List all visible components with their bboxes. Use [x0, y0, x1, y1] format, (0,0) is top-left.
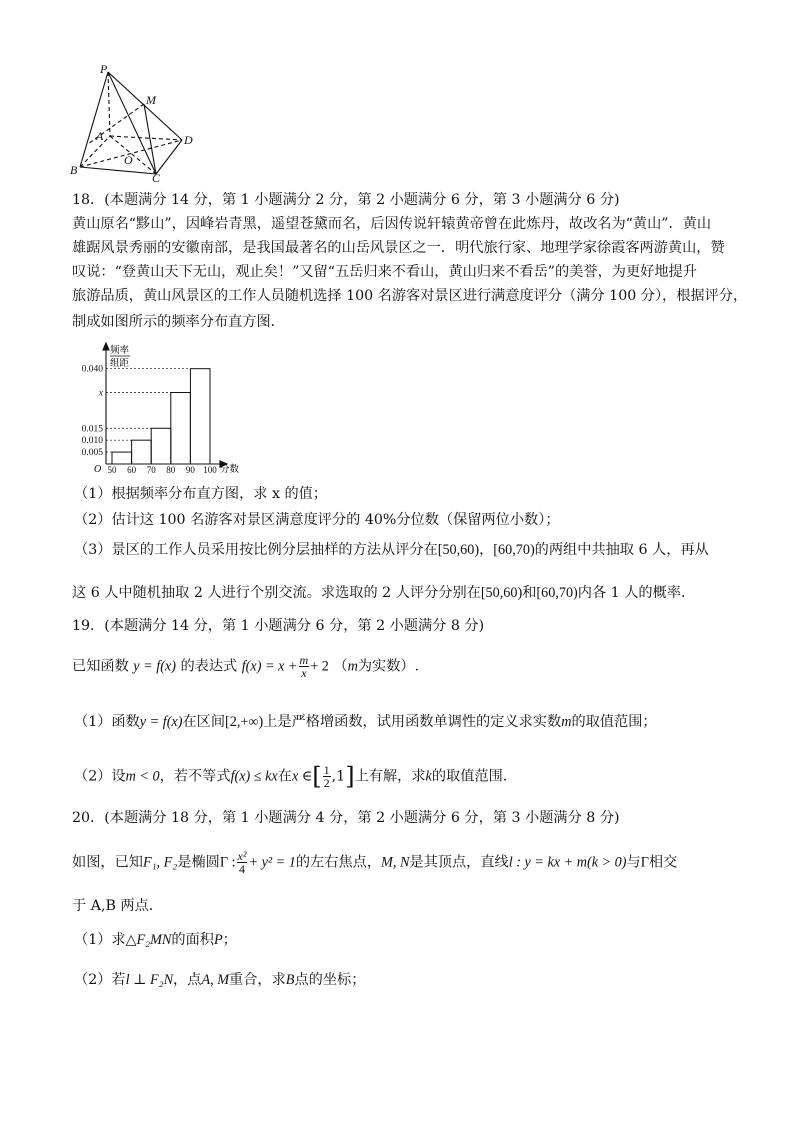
- vertices-mn: M, N: [381, 854, 410, 871]
- fraction-denominator: x: [301, 666, 307, 680]
- ellipse-gamma-2: Γ: [640, 854, 649, 871]
- q20-p2-text-a: （2）若: [74, 972, 126, 988]
- q19-text-a: 已知函数: [72, 658, 129, 675]
- half-numerator: 1: [323, 763, 330, 777]
- points-am: A, M: [201, 972, 230, 988]
- q18-part-3-line2-mid: 和: [522, 585, 537, 601]
- function-expression-tail: + 2: [310, 658, 329, 675]
- q19-p1-text-d: 的取值范围；: [571, 714, 657, 730]
- origin-label: O: [94, 464, 102, 475]
- ellipse-gamma: Γ :: [219, 854, 236, 871]
- q19-p2-text-e: 的取值范围.: [431, 768, 508, 785]
- q19-part-2: [74, 764, 507, 789]
- inequality: f(x) ≤ kx: [230, 768, 278, 785]
- q19-p2-text-b: ，若不等式: [159, 768, 231, 785]
- q20-part-1: [74, 930, 237, 950]
- x-tick-label: 100: [203, 465, 217, 475]
- line-l-equation: l : y = kx + m(k > 0): [508, 854, 627, 871]
- q20-text-f: 相交: [648, 854, 678, 871]
- q18-part-3-line-1: [74, 540, 709, 560]
- frequency-histogram: [70, 340, 250, 475]
- q19-line-1: [72, 654, 419, 679]
- q20-p1-text-a: （1）求: [74, 932, 126, 948]
- q18-intro-line-3: 叹说：“登黄山天下无山，观止矣！”又留“五岳归来不看山，黄山归来不看岳”的美誉，为更好地提升: [72, 264, 697, 280]
- interval-50-60: [50,60): [437, 542, 480, 558]
- q18-part-1: （1）根据频率分布直方图，求 x 的值；: [74, 486, 328, 502]
- x-axis-label: 分数: [220, 465, 240, 475]
- q20-p2-text-c: 重合，求: [229, 972, 286, 988]
- q18-intro-line-4: 旅游品质，黄山风景区的工作人员随机选择 100 名游客对景区进行满意度评分（满分 100 分），根据评分，: [72, 288, 748, 304]
- interval-2-inf: [2,+∞): [225, 714, 264, 730]
- label-D: D: [184, 133, 193, 147]
- q18-part-3-sep: ，: [479, 542, 494, 558]
- q19-p2-text-d: 上有解，求: [354, 768, 426, 785]
- histogram-bar: [132, 440, 152, 464]
- q20-text-d: 是其顶点，直线: [409, 854, 509, 871]
- q18-part-3-text-b: 的两组中共抽取 6 人，再从: [534, 542, 709, 558]
- foci: F₁, F₂: [142, 854, 178, 871]
- q20-p1-text-c: ；: [222, 932, 237, 948]
- x-tick-label: 80: [166, 465, 176, 475]
- q18-header: 18．(本题满分 14 分，第 1 小题满分 2 分，第 2 小题满分 6 分，第 3 小题满分 6 分): [72, 192, 620, 208]
- function-expression: f(x) = x +: [241, 658, 298, 675]
- q18-part-3-line2-b: 内各 1 人的概率．: [577, 585, 696, 601]
- q19-text-b: 的表达式: [180, 658, 238, 675]
- q18-part-2: （2）估计这 100 名游客对景区满意度评分的 40%分位数（保留两位小数）；: [74, 512, 560, 528]
- bracket-left: [: [312, 762, 322, 791]
- q18-intro-line-2: 雄踞风景秀丽的安徽南部，是我国最著名的山岳风景区之一．明代旅行家、地理学家徐霞客两游黄山，赞: [72, 240, 725, 256]
- fraction-x2-over-4: [237, 850, 248, 875]
- label-M: M: [146, 93, 156, 107]
- x-tick-label: 50: [107, 465, 117, 475]
- q18-part-3-line2-a: 这 6 人中随机抽取 2 人进行个别交流。求选取的 2 人评分分别在: [72, 585, 481, 601]
- q19-p2-text-a: （2）设: [74, 768, 126, 785]
- interval-60-70-b: [60,70): [536, 585, 578, 601]
- triangle-f2mn: △F₂MN: [125, 932, 172, 948]
- y-tick-label: x: [98, 388, 103, 399]
- y-tick-label: 0.040: [81, 364, 103, 375]
- q19-part-1: [74, 712, 657, 732]
- interval-50-60-b: [50,60): [480, 585, 523, 601]
- q19-p1-text-a: （1）函数: [74, 714, 140, 730]
- var-p: P: [213, 932, 223, 948]
- q18-part-3-line-2: [72, 583, 695, 603]
- q20-part-2: [74, 970, 365, 990]
- y-axis-label-numerator: 频率: [110, 346, 130, 356]
- y-tick-label: 0.015: [81, 424, 103, 435]
- q18-part-3-text-a: （3）景区的工作人员采用按比例分层抽样的方法从评分在: [74, 542, 438, 558]
- label-A: A: [96, 129, 104, 143]
- q19-header: 19．(本题满分 14 分，第 1 小题满分 6 分，第 2 小题满分 8 分): [72, 618, 485, 634]
- q19-p1-text-b: 在区间: [182, 714, 226, 730]
- y-tick-label: 0.005: [81, 448, 103, 459]
- x-tick-label: 70: [146, 465, 156, 475]
- histogram-bar: [112, 452, 132, 464]
- q18-intro-line-5: 制成如图所示的频率分布直方图．: [72, 314, 285, 330]
- interval-60-70: [60,70): [493, 542, 535, 558]
- fraction-one-half: [323, 764, 331, 789]
- pyramid-figure: [68, 62, 208, 182]
- y-tick-label: 0.010: [81, 436, 103, 447]
- q19-text-d: 为实数）.: [357, 658, 420, 675]
- q20-p2-text-d: 点的坐标；: [294, 972, 366, 988]
- q20-text-c: 的左右焦点，: [295, 854, 382, 871]
- q20-line-1: [72, 850, 677, 875]
- label-O: O: [124, 153, 133, 167]
- x-tick-label: 60: [127, 465, 137, 475]
- q20-text-b: 是椭圆: [177, 854, 220, 871]
- q18-intro-line-1: 黄山原名“黟山”，因峰岩青黑，遥望苍黛而名，后因传说轩辕黄帝曾在此炼丹，故改名为“黄山”．黄山: [72, 216, 712, 232]
- label-C: C: [152, 171, 161, 182]
- point-b: B: [285, 972, 295, 988]
- q20-text-e: 与: [626, 854, 641, 871]
- var-k: k: [425, 768, 432, 785]
- var-m: m: [347, 658, 358, 675]
- fraction-m-over-x: [299, 654, 310, 679]
- q19-text-c: （: [333, 658, 348, 675]
- label-B: B: [70, 163, 78, 177]
- q19-p1-function: y = f(x): [139, 714, 183, 730]
- q20-line-2: 于 A,B 两点．: [72, 898, 163, 914]
- bracket-right: ]: [345, 762, 355, 791]
- histogram-bar: [151, 428, 171, 464]
- condition-m-lt-0: m < 0: [125, 768, 160, 785]
- q20-p2-text-b: ，点: [173, 972, 202, 988]
- interval-tail: ,1: [331, 768, 346, 785]
- perpendicular-condition: l ⊥ F₂N: [125, 972, 174, 988]
- y-axis-label-denominator: 组距: [110, 359, 130, 369]
- q19-p1-text-c: 上是严格增函数，试用函数单调性的定义求实数: [263, 714, 562, 730]
- q20-p1-text-b: 的面积: [171, 932, 214, 948]
- q19-p2-text-c: 在: [277, 768, 292, 785]
- x-tick-label: 90: [185, 465, 195, 475]
- half-denominator: 2: [323, 776, 330, 790]
- q20-header: 20．(本题满分 18 分，第 1 小题满分 4 分，第 2 小题满分 6 分，第 3 小题满分 8 分): [72, 810, 620, 826]
- ellipse-equation: + y² = 1: [248, 854, 296, 871]
- fraction-numerator: m: [299, 653, 309, 667]
- function-y-eq-fx: y = f(x): [133, 658, 176, 675]
- q20-text-a: 如图，已知: [72, 854, 143, 871]
- x-in: x ∈: [291, 768, 313, 785]
- label-P: P: [100, 62, 108, 76]
- q19-p1-var-m: m: [561, 714, 572, 730]
- x2-numerator: x²: [237, 849, 247, 863]
- histogram-bar: [190, 369, 210, 464]
- four-denominator: 4: [239, 862, 245, 876]
- histogram-bar: [171, 393, 191, 464]
